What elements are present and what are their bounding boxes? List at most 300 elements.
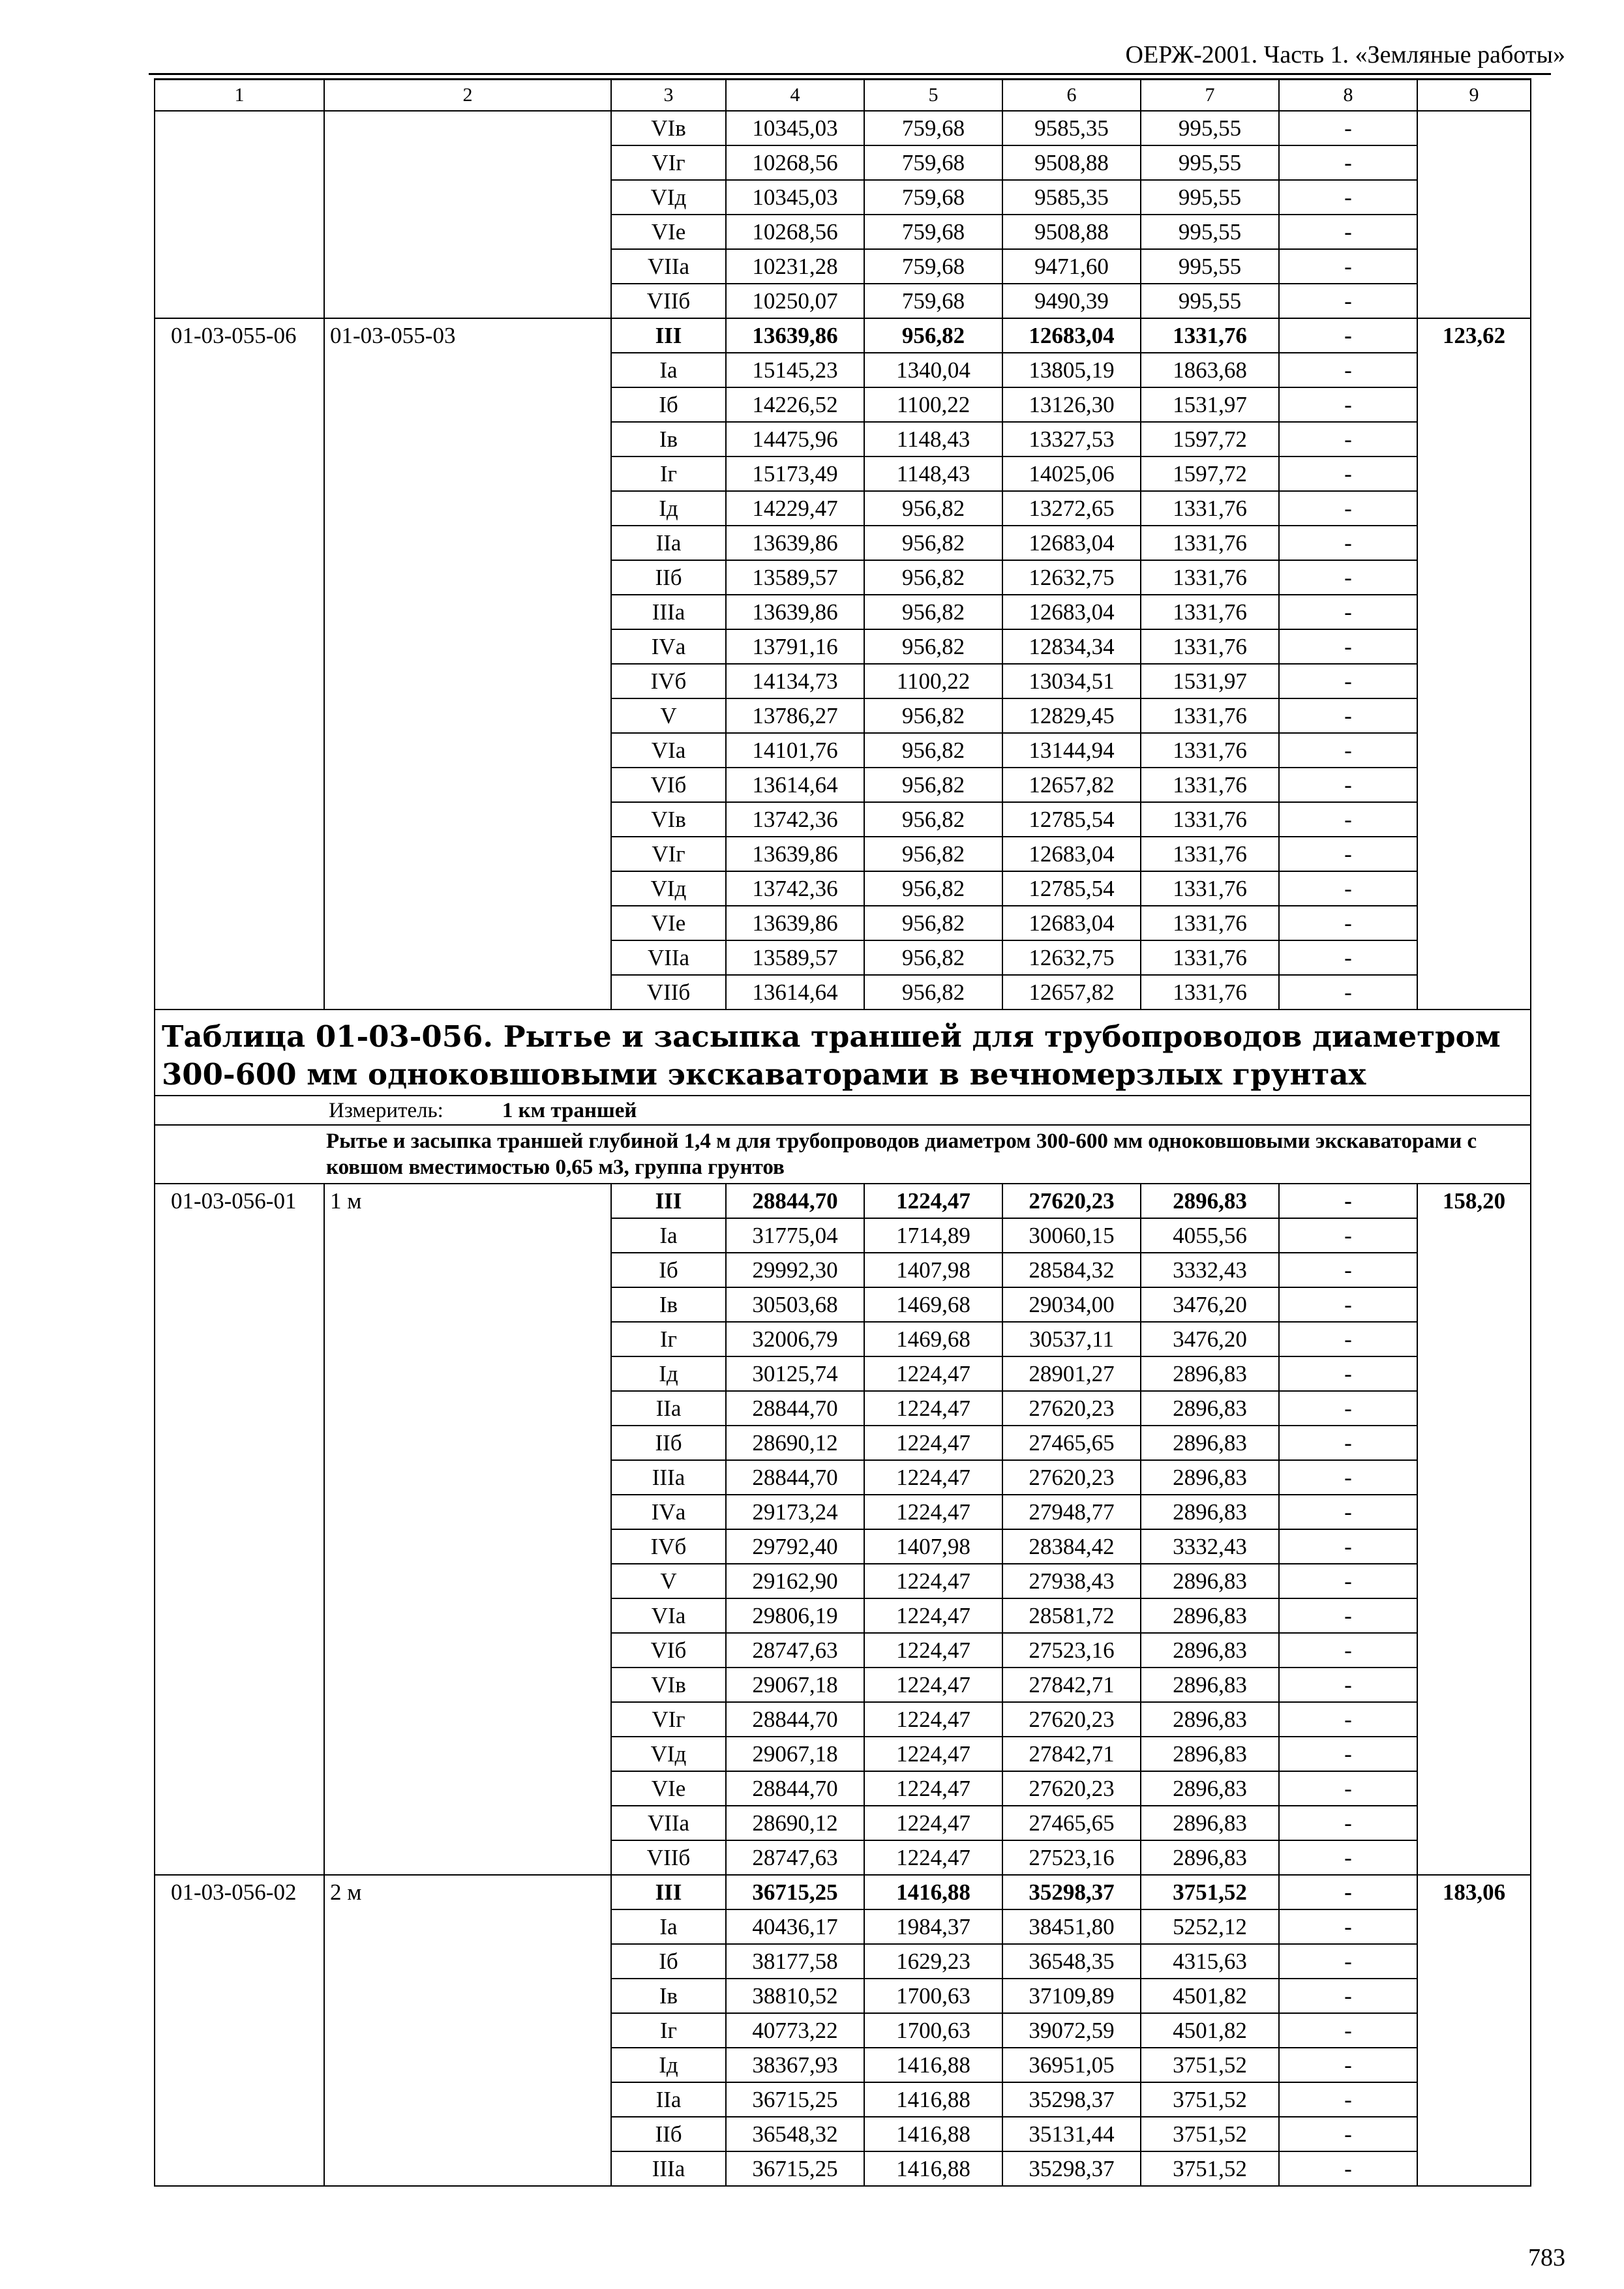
soil-group-cell: VIIа: [611, 1806, 726, 1840]
machines-cell: 30537,11: [1002, 1322, 1141, 1356]
wages-cell: 956,82: [864, 871, 1002, 906]
column-number-row: [155, 80, 1531, 112]
total-cost-cell: 36715,25: [726, 2082, 864, 2117]
wages-cell: 1224,47: [864, 1184, 1002, 1218]
materials-cell: -: [1279, 629, 1417, 664]
machines-cell: 35298,37: [1002, 2151, 1141, 2186]
machinist-wages-cell: 5252,12: [1141, 1909, 1279, 1944]
materials-cell: -: [1279, 387, 1417, 422]
machines-cell: 35298,37: [1002, 1875, 1141, 1909]
machines-cell: 12632,75: [1002, 560, 1141, 595]
total-cost-cell: 38177,58: [726, 1944, 864, 1979]
machinist-wages-cell: 4501,82: [1141, 1979, 1279, 2013]
soil-group-cell: Iб: [611, 1253, 726, 1287]
materials-cell: -: [1279, 111, 1417, 145]
total-cost-cell: 10345,03: [726, 111, 864, 145]
wages-cell: 1224,47: [864, 1460, 1002, 1495]
machines-cell: 37109,89: [1002, 1979, 1141, 2013]
machinist-wages-cell: 1863,68: [1141, 353, 1279, 387]
materials-cell: -: [1279, 1495, 1417, 1529]
wages-cell: 1224,47: [864, 1840, 1002, 1875]
materials-cell: -: [1279, 595, 1417, 629]
total-cost-cell: 29792,40: [726, 1529, 864, 1564]
total-cost-cell: 28844,70: [726, 1391, 864, 1426]
total-cost-cell: 29806,19: [726, 1598, 864, 1633]
wages-cell: 956,82: [864, 560, 1002, 595]
machinist-wages-cell: 1597,72: [1141, 422, 1279, 456]
machines-cell: 27523,16: [1002, 1633, 1141, 1668]
materials-cell: -: [1279, 698, 1417, 733]
row-code: 01-03-056-02: [155, 1875, 324, 2186]
row-code: 01-03-056-01: [155, 1184, 324, 1875]
machines-cell: 36548,35: [1002, 1944, 1141, 1979]
wages-cell: 1469,68: [864, 1322, 1002, 1356]
soil-group-cell: IIб: [611, 560, 726, 595]
materials-cell: -: [1279, 733, 1417, 768]
wages-cell: 1224,47: [864, 1668, 1002, 1702]
machinist-wages-cell: 1331,76: [1141, 768, 1279, 802]
machinist-wages-cell: 1331,76: [1141, 871, 1279, 906]
wages-cell: 759,68: [864, 180, 1002, 215]
soil-group-cell: VIIа: [611, 940, 726, 975]
machinist-wages-cell: 2896,83: [1141, 1391, 1279, 1426]
machines-cell: 9508,88: [1002, 145, 1141, 180]
machines-cell: 38451,80: [1002, 1909, 1141, 1944]
materials-cell: -: [1279, 1460, 1417, 1495]
materials-cell: -: [1279, 664, 1417, 698]
materials-cell: -: [1279, 1322, 1417, 1356]
machinist-wages-cell: 1597,72: [1141, 456, 1279, 491]
machines-cell: 9585,35: [1002, 180, 1141, 215]
total-cost-cell: 14134,73: [726, 664, 864, 698]
machines-cell: 28581,72: [1002, 1598, 1141, 1633]
soil-group-cell: IIб: [611, 2117, 726, 2151]
wages-cell: 1100,22: [864, 387, 1002, 422]
machines-cell: 12683,04: [1002, 526, 1141, 560]
column-number: 2: [324, 80, 611, 112]
table-row: [155, 1875, 1531, 1909]
wages-cell: 956,82: [864, 629, 1002, 664]
total-cost-cell: 28747,63: [726, 1633, 864, 1668]
price-table: [154, 78, 1531, 2187]
materials-cell: -: [1279, 871, 1417, 906]
materials-cell: -: [1279, 284, 1417, 318]
soil-group-cell: IVа: [611, 629, 726, 664]
row-name: [324, 111, 611, 318]
machines-cell: 13126,30: [1002, 387, 1141, 422]
wages-cell: 1224,47: [864, 1771, 1002, 1806]
wages-cell: 956,82: [864, 940, 1002, 975]
total-cost-cell: 10250,07: [726, 284, 864, 318]
machines-cell: 12657,82: [1002, 768, 1141, 802]
machines-cell: 13272,65: [1002, 491, 1141, 526]
machines-cell: 27620,23: [1002, 1184, 1141, 1218]
materials-cell: -: [1279, 1598, 1417, 1633]
materials-cell: -: [1279, 1218, 1417, 1253]
wages-cell: 1224,47: [864, 1598, 1002, 1633]
machinist-wages-cell: 1331,76: [1141, 318, 1279, 353]
machines-cell: 36951,05: [1002, 2048, 1141, 2082]
soil-group-cell: Iв: [611, 422, 726, 456]
soil-group-cell: Iб: [611, 387, 726, 422]
soil-group-cell: IIа: [611, 1391, 726, 1426]
materials-cell: -: [1279, 1668, 1417, 1702]
total-cost-cell: 13786,27: [726, 698, 864, 733]
machines-cell: 13805,19: [1002, 353, 1141, 387]
materials-cell: -: [1279, 1184, 1417, 1218]
wages-cell: 1714,89: [864, 1218, 1002, 1253]
machinist-wages-cell: 2896,83: [1141, 1426, 1279, 1460]
soil-group-cell: Iд: [611, 491, 726, 526]
soil-group-cell: IVб: [611, 664, 726, 698]
soil-group-cell: VIд: [611, 180, 726, 215]
soil-group-cell: VIб: [611, 768, 726, 802]
wages-cell: 1984,37: [864, 1909, 1002, 1944]
table-row: [155, 318, 1531, 353]
soil-group-cell: VIв: [611, 111, 726, 145]
table-title: Таблица 01-03-056. Рытье и засыпка траншей для трубопроводов диаметром 300-600 мм одноковшовыми экскаваторами в вечномерзлых грунтах: [155, 1010, 1531, 1096]
total-cost-cell: 13639,86: [726, 318, 864, 353]
machines-cell: 12657,82: [1002, 975, 1141, 1010]
soil-group-cell: VIа: [611, 733, 726, 768]
machines-cell: 27523,16: [1002, 1840, 1141, 1875]
materials-cell: -: [1279, 2048, 1417, 2082]
materials-cell: -: [1279, 456, 1417, 491]
meter-cell: [155, 1096, 1531, 1125]
total-cost-cell: 13639,86: [726, 526, 864, 560]
row-code: [155, 111, 324, 318]
wages-cell: 956,82: [864, 491, 1002, 526]
soil-group-cell: III: [611, 1875, 726, 1909]
wages-cell: 1148,43: [864, 422, 1002, 456]
materials-cell: -: [1279, 145, 1417, 180]
wages-cell: 1700,63: [864, 1979, 1002, 2013]
soil-group-cell: IIа: [611, 2082, 726, 2117]
labor-cost-cell: 183,06: [1417, 1875, 1531, 2186]
page-header-title: ОЕРЖ-2001. Часть 1. «Земляные работы»: [1125, 41, 1565, 68]
row-name: 01-03-055-03: [324, 318, 611, 1010]
soil-group-cell: Iв: [611, 1287, 726, 1322]
wages-cell: 759,68: [864, 284, 1002, 318]
materials-cell: -: [1279, 1806, 1417, 1840]
wages-cell: 1416,88: [864, 2048, 1002, 2082]
machines-cell: 27842,71: [1002, 1737, 1141, 1771]
materials-cell: -: [1279, 215, 1417, 249]
total-cost-cell: 28690,12: [726, 1806, 864, 1840]
machinist-wages-cell: 995,55: [1141, 180, 1279, 215]
wages-cell: 1469,68: [864, 1287, 1002, 1322]
column-number: 9: [1417, 80, 1531, 112]
total-cost-cell: 13639,86: [726, 906, 864, 940]
machinist-wages-cell: 2896,83: [1141, 1840, 1279, 1875]
total-cost-cell: 38367,93: [726, 2048, 864, 2082]
total-cost-cell: 29162,90: [726, 1564, 864, 1598]
total-cost-cell: 13791,16: [726, 629, 864, 664]
machinist-wages-cell: 1331,76: [1141, 906, 1279, 940]
machinist-wages-cell: 3476,20: [1141, 1287, 1279, 1322]
materials-cell: -: [1279, 1737, 1417, 1771]
materials-cell: -: [1279, 768, 1417, 802]
machinist-wages-cell: 3332,43: [1141, 1529, 1279, 1564]
machines-cell: 35131,44: [1002, 2117, 1141, 2151]
soil-group-cell: VIд: [611, 1737, 726, 1771]
materials-cell: -: [1279, 1564, 1417, 1598]
wages-cell: 1416,88: [864, 2082, 1002, 2117]
total-cost-cell: 28747,63: [726, 1840, 864, 1875]
soil-group-cell: III: [611, 318, 726, 353]
soil-group-cell: IIIа: [611, 595, 726, 629]
machines-cell: 29034,00: [1002, 1287, 1141, 1322]
total-cost-cell: 40436,17: [726, 1909, 864, 1944]
wages-cell: 1100,22: [864, 664, 1002, 698]
total-cost-cell: 10345,03: [726, 180, 864, 215]
machinist-wages-cell: 1331,76: [1141, 491, 1279, 526]
total-cost-cell: 13639,86: [726, 837, 864, 871]
column-number: 4: [726, 80, 864, 112]
materials-cell: -: [1279, 1702, 1417, 1737]
materials-cell: -: [1279, 491, 1417, 526]
machinist-wages-cell: 1331,76: [1141, 802, 1279, 837]
wages-cell: 1416,88: [864, 2117, 1002, 2151]
table-row: [155, 111, 1531, 145]
total-cost-cell: 14101,76: [726, 733, 864, 768]
header-rule: [149, 73, 1551, 75]
materials-cell: -: [1279, 1944, 1417, 1979]
machinist-wages-cell: 1531,97: [1141, 387, 1279, 422]
total-cost-cell: 30503,68: [726, 1287, 864, 1322]
materials-cell: -: [1279, 1840, 1417, 1875]
machines-cell: 30060,15: [1002, 1218, 1141, 1253]
page-number: 783: [1528, 2244, 1565, 2271]
machines-cell: 12829,45: [1002, 698, 1141, 733]
machines-cell: 27465,65: [1002, 1806, 1141, 1840]
soil-group-cell: IIа: [611, 526, 726, 560]
materials-cell: -: [1279, 837, 1417, 871]
machines-cell: 27620,23: [1002, 1702, 1141, 1737]
wages-cell: 1629,23: [864, 1944, 1002, 1979]
column-number: 1: [155, 80, 324, 112]
machinist-wages-cell: 1331,76: [1141, 698, 1279, 733]
machines-cell: 13144,94: [1002, 733, 1141, 768]
row-name: 2 м: [324, 1875, 611, 2186]
total-cost-cell: 28690,12: [726, 1426, 864, 1460]
materials-cell: -: [1279, 1253, 1417, 1287]
machinist-wages-cell: 1331,76: [1141, 733, 1279, 768]
total-cost-cell: 10231,28: [726, 249, 864, 284]
machinist-wages-cell: 2896,83: [1141, 1668, 1279, 1702]
wages-cell: 1224,47: [864, 1737, 1002, 1771]
total-cost-cell: 13639,86: [726, 595, 864, 629]
total-cost-cell: 28844,70: [726, 1771, 864, 1806]
machinist-wages-cell: 3476,20: [1141, 1322, 1279, 1356]
soil-group-cell: VIг: [611, 837, 726, 871]
wages-cell: 1700,63: [864, 2013, 1002, 2048]
total-cost-cell: 10268,56: [726, 215, 864, 249]
machines-cell: 28384,42: [1002, 1529, 1141, 1564]
total-cost-cell: 13614,64: [726, 975, 864, 1010]
machines-cell: 12632,75: [1002, 940, 1141, 975]
total-cost-cell: 28844,70: [726, 1702, 864, 1737]
soil-group-cell: VIв: [611, 802, 726, 837]
machinist-wages-cell: 1331,76: [1141, 975, 1279, 1010]
total-cost-cell: 28844,70: [726, 1460, 864, 1495]
total-cost-cell: 13614,64: [726, 768, 864, 802]
materials-cell: -: [1279, 2151, 1417, 2186]
machinist-wages-cell: 1331,76: [1141, 940, 1279, 975]
soil-group-cell: Iг: [611, 1322, 726, 1356]
machines-cell: 9490,39: [1002, 284, 1141, 318]
machinist-wages-cell: 995,55: [1141, 111, 1279, 145]
soil-group-cell: VIIб: [611, 284, 726, 318]
materials-cell: -: [1279, 1426, 1417, 1460]
wages-cell: 956,82: [864, 837, 1002, 871]
wages-cell: 759,68: [864, 215, 1002, 249]
machinist-wages-cell: 2896,83: [1141, 1737, 1279, 1771]
wages-cell: 759,68: [864, 111, 1002, 145]
machines-cell: 28901,27: [1002, 1356, 1141, 1391]
total-cost-cell: 13589,57: [726, 560, 864, 595]
machinist-wages-cell: 4055,56: [1141, 1218, 1279, 1253]
row-code: 01-03-055-06: [155, 318, 324, 1010]
machines-cell: 9508,88: [1002, 215, 1141, 249]
machines-cell: 27938,43: [1002, 1564, 1141, 1598]
machines-cell: 14025,06: [1002, 456, 1141, 491]
machines-cell: 13034,51: [1002, 664, 1141, 698]
machines-cell: 12683,04: [1002, 906, 1141, 940]
table-description: Рытье и засыпка траншей глубиной 1,4 м для трубопроводов диаметром 300-600 мм одноковшовыми экскаваторами с ковшом вместимостью 0,65 м3, группа грунтов: [155, 1125, 1531, 1184]
machines-cell: 27465,65: [1002, 1426, 1141, 1460]
soil-group-cell: VIIб: [611, 1840, 726, 1875]
wages-cell: 1148,43: [864, 456, 1002, 491]
total-cost-cell: 29992,30: [726, 1253, 864, 1287]
materials-cell: -: [1279, 1875, 1417, 1909]
wages-cell: 956,82: [864, 318, 1002, 353]
total-cost-cell: 10268,56: [726, 145, 864, 180]
machinist-wages-cell: 1531,97: [1141, 664, 1279, 698]
total-cost-cell: 36715,25: [726, 2151, 864, 2186]
total-cost-cell: 29173,24: [726, 1495, 864, 1529]
materials-cell: -: [1279, 975, 1417, 1010]
description-row: [155, 1125, 1531, 1184]
soil-group-cell: Iв: [611, 1979, 726, 2013]
wages-cell: 956,82: [864, 595, 1002, 629]
machinist-wages-cell: 1331,76: [1141, 629, 1279, 664]
soil-group-cell: VIв: [611, 1668, 726, 1702]
soil-group-cell: IIIа: [611, 1460, 726, 1495]
wages-cell: 956,82: [864, 698, 1002, 733]
total-cost-cell: 13742,36: [726, 871, 864, 906]
wages-cell: 759,68: [864, 145, 1002, 180]
wages-cell: 1224,47: [864, 1633, 1002, 1668]
table-title-row: [155, 1010, 1531, 1096]
machinist-wages-cell: 1331,76: [1141, 526, 1279, 560]
machinist-wages-cell: 2896,83: [1141, 1771, 1279, 1806]
total-cost-cell: 38810,52: [726, 1979, 864, 2013]
total-cost-cell: 28844,70: [726, 1184, 864, 1218]
row-name: 1 м: [324, 1184, 611, 1875]
materials-cell: -: [1279, 1979, 1417, 2013]
machines-cell: 12785,54: [1002, 802, 1141, 837]
meter-row: [155, 1096, 1531, 1125]
machinist-wages-cell: 2896,83: [1141, 1702, 1279, 1737]
machines-cell: 13327,53: [1002, 422, 1141, 456]
soil-group-cell: IVа: [611, 1495, 726, 1529]
soil-group-cell: VIIб: [611, 975, 726, 1010]
machines-cell: 9471,60: [1002, 249, 1141, 284]
materials-cell: -: [1279, 318, 1417, 353]
soil-group-cell: Iа: [611, 353, 726, 387]
wages-cell: 956,82: [864, 526, 1002, 560]
soil-group-cell: VIг: [611, 145, 726, 180]
total-cost-cell: 29067,18: [726, 1737, 864, 1771]
column-number: 7: [1141, 80, 1279, 112]
machinist-wages-cell: 2896,83: [1141, 1495, 1279, 1529]
materials-cell: -: [1279, 1771, 1417, 1806]
soil-group-cell: VIе: [611, 906, 726, 940]
materials-cell: -: [1279, 1287, 1417, 1322]
wages-cell: 956,82: [864, 802, 1002, 837]
machines-cell: 27620,23: [1002, 1771, 1141, 1806]
soil-group-cell: Iа: [611, 1909, 726, 1944]
machines-cell: 27948,77: [1002, 1495, 1141, 1529]
materials-cell: -: [1279, 526, 1417, 560]
total-cost-cell: 29067,18: [726, 1668, 864, 1702]
soil-group-cell: VIе: [611, 1771, 726, 1806]
wages-cell: 1340,04: [864, 353, 1002, 387]
materials-cell: -: [1279, 353, 1417, 387]
soil-group-cell: IIIа: [611, 2151, 726, 2186]
meter-unit: 1 км траншей: [502, 1099, 637, 1122]
materials-cell: -: [1279, 560, 1417, 595]
table-row: [155, 1184, 1531, 1218]
machinist-wages-cell: 2896,83: [1141, 1598, 1279, 1633]
soil-group-cell: VIг: [611, 1702, 726, 1737]
column-number: 3: [611, 80, 726, 112]
soil-group-cell: VIд: [611, 871, 726, 906]
soil-group-cell: V: [611, 698, 726, 733]
soil-group-cell: VIа: [611, 1598, 726, 1633]
machinist-wages-cell: 2896,83: [1141, 1356, 1279, 1391]
total-cost-cell: 13589,57: [726, 940, 864, 975]
wages-cell: 1224,47: [864, 1806, 1002, 1840]
wages-cell: 1407,98: [864, 1529, 1002, 1564]
wages-cell: 1407,98: [864, 1253, 1002, 1287]
labor-cost-cell: 158,20: [1417, 1184, 1531, 1875]
total-cost-cell: 36548,32: [726, 2117, 864, 2151]
wages-cell: 956,82: [864, 906, 1002, 940]
meter-label: Измеритель:: [329, 1099, 444, 1122]
total-cost-cell: 14475,96: [726, 422, 864, 456]
total-cost-cell: 14226,52: [726, 387, 864, 422]
materials-cell: -: [1279, 906, 1417, 940]
column-number: 8: [1279, 80, 1417, 112]
machinist-wages-cell: 3751,52: [1141, 2151, 1279, 2186]
materials-cell: -: [1279, 249, 1417, 284]
wages-cell: 1224,47: [864, 1702, 1002, 1737]
machinist-wages-cell: 1331,76: [1141, 560, 1279, 595]
total-cost-cell: 36715,25: [726, 1875, 864, 1909]
labor-cost-cell: [1417, 111, 1531, 318]
materials-cell: -: [1279, 180, 1417, 215]
total-cost-cell: 13742,36: [726, 802, 864, 837]
machinist-wages-cell: 3751,52: [1141, 2082, 1279, 2117]
soil-group-cell: Iг: [611, 456, 726, 491]
soil-group-cell: IIб: [611, 1426, 726, 1460]
wages-cell: 759,68: [864, 249, 1002, 284]
soil-group-cell: Iд: [611, 1356, 726, 1391]
machinist-wages-cell: 3332,43: [1141, 1253, 1279, 1287]
total-cost-cell: 30125,74: [726, 1356, 864, 1391]
